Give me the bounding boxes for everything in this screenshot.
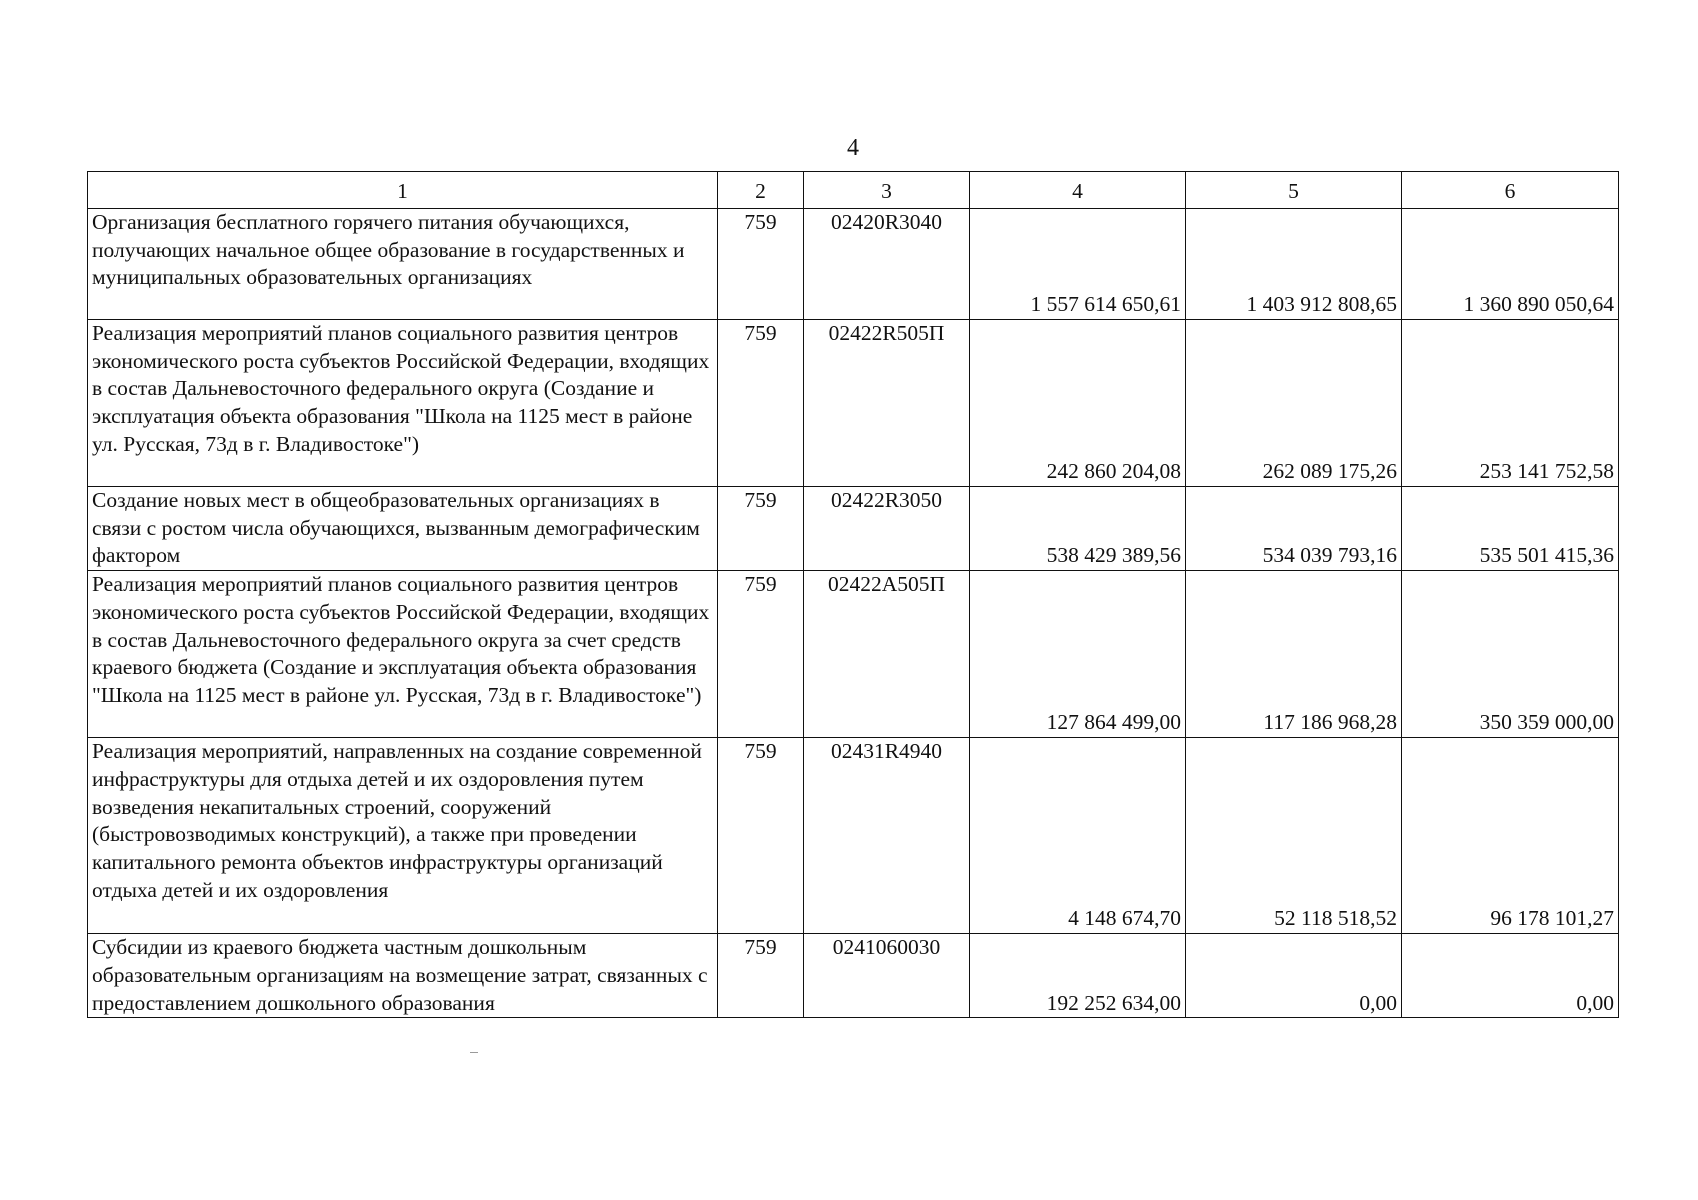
row-budget-code: 02431R4940 bbox=[804, 738, 970, 934]
table-row bbox=[88, 738, 1619, 934]
row-amount-col6: 253 141 752,58 bbox=[1402, 320, 1619, 487]
row-amount-col5: 117 186 968,28 bbox=[1186, 571, 1402, 738]
table-body bbox=[88, 209, 1619, 1018]
row-amount-col5: 262 089 175,26 bbox=[1186, 320, 1402, 487]
header-col-1: 1 bbox=[88, 172, 718, 209]
header-col-6: 6 bbox=[1402, 172, 1619, 209]
row-budget-code: 02422R3050 bbox=[804, 487, 970, 571]
row-admin-code: 759 bbox=[718, 738, 804, 934]
row-amount-col6: 0,00 bbox=[1402, 934, 1619, 1018]
row-amount-col4: 1 557 614 650,61 bbox=[970, 209, 1186, 320]
row-admin-code: 759 bbox=[718, 209, 804, 320]
row-amount-col6: 1 360 890 050,64 bbox=[1402, 209, 1619, 320]
row-amount-col5: 1 403 912 808,65 bbox=[1186, 209, 1402, 320]
page-number: 4 bbox=[847, 135, 859, 161]
table-row bbox=[88, 571, 1619, 738]
budget-table bbox=[87, 171, 1619, 1018]
row-amount-col5: 52 118 518,52 bbox=[1186, 738, 1402, 934]
row-amount-col4: 127 864 499,00 bbox=[970, 571, 1186, 738]
row-amount-col6: 350 359 000,00 bbox=[1402, 571, 1619, 738]
table-header bbox=[88, 172, 1619, 209]
header-col-5: 5 bbox=[1186, 172, 1402, 209]
header-row bbox=[88, 172, 1619, 209]
row-amount-col4: 242 860 204,08 bbox=[970, 320, 1186, 487]
scan-speck bbox=[470, 1052, 478, 1053]
table-row bbox=[88, 320, 1619, 487]
row-budget-code: 02422А505П bbox=[804, 571, 970, 738]
row-amount-col6: 96 178 101,27 bbox=[1402, 738, 1619, 934]
header-col-4: 4 bbox=[970, 172, 1186, 209]
row-name: Создание новых мест в общеобразовательных организациях в связи с ростом числа обучающихся, вызванным демографическим фактором bbox=[88, 487, 718, 571]
table-row bbox=[88, 487, 1619, 571]
row-admin-code: 759 bbox=[718, 934, 804, 1018]
row-name: Реализация мероприятий планов социального развития центров экономического роста субъектов Российской Федерации, входящих в состав Дальневосточного федерального округа (Создание и эксплуатация объекта образования "Школа на 1125 мест в районе ул. Русская, 73д в г. Владивостоке") bbox=[88, 320, 718, 487]
row-admin-code: 759 bbox=[718, 320, 804, 487]
row-amount-col4: 4 148 674,70 bbox=[970, 738, 1186, 934]
table-row bbox=[88, 934, 1619, 1018]
row-name: Субсидии из краевого бюджета частным дошкольным образовательным организациям на возмещение затрат, связанных с предоставлением дошкольного образования bbox=[88, 934, 718, 1018]
row-amount-col5: 534 039 793,16 bbox=[1186, 487, 1402, 571]
row-name: Организация бесплатного горячего питания обучающихся, получающих начальное общее образование в государственных и муниципальных образовательных организациях bbox=[88, 209, 718, 320]
row-budget-code: 0241060030 bbox=[804, 934, 970, 1018]
row-name: Реализация мероприятий, направленных на создание современной инфраструктуры для отдыха детей и их оздоровления путем возведения некапитальных строений, сооружений (быстровозводимых конструкций), а также при проведении капитального ремонта объектов инфраструктуры организаций отдыха детей и их оздоровления bbox=[88, 738, 718, 934]
row-budget-code: 02420R3040 bbox=[804, 209, 970, 320]
table-row bbox=[88, 209, 1619, 320]
row-amount-col6: 535 501 415,36 bbox=[1402, 487, 1619, 571]
row-admin-code: 759 bbox=[718, 487, 804, 571]
row-name: Реализация мероприятий планов социального развития центров экономического роста субъектов Российской Федерации, входящих в состав Дальневосточного федерального округа за счет средств краевого бюджета (Создание и эксплуатация объекта образования "Школа на 1125 мест в районе ул. Русская, 73д в г. Владивостоке") bbox=[88, 571, 718, 738]
header-col-2: 2 bbox=[718, 172, 804, 209]
row-admin-code: 759 bbox=[718, 571, 804, 738]
row-amount-col4: 192 252 634,00 bbox=[970, 934, 1186, 1018]
header-col-3: 3 bbox=[804, 172, 970, 209]
row-budget-code: 02422R505П bbox=[804, 320, 970, 487]
row-amount-col4: 538 429 389,56 bbox=[970, 487, 1186, 571]
row-amount-col5: 0,00 bbox=[1186, 934, 1402, 1018]
